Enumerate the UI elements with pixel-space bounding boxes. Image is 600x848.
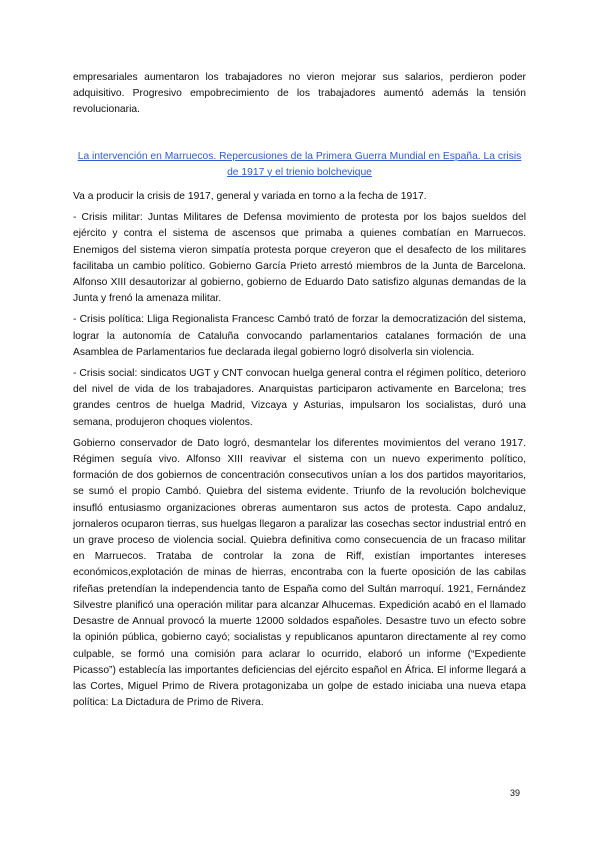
intro-paragraph: empresariales aumentaron los trabajadores no vieron mejorar sus salarios, perdieron poder adquisitivo. Progresivo empobrecimiento de los trabajadores aumentó además la tensión revolucionaria.: [73, 72, 526, 116]
document-page: [73, 70, 526, 716]
paragraph-gobierno-dato: Gobierno conservador de Dato logró, desmantelar los diferentes movimientos del verano 1917. Régimen seguía vivo. Alfonso XIII reavivar el sistema con un nuevo experimento político, formación de dos gobiernos de concentración consecutivos unían a los dos partidos mayoritarios, se sumó el propio Cambó. Quiebra del sistema evidente. Triunfo de la revolución bolchevique insufló entusiasmo organizaciones obreras aumentaron sus actos de protesta. Capo andaluz, jornaleros ocuparon tierras, sus huelgas llegaron a paralizar las cosechas sector industrial entró en un grave proceso de violencia social. Quiebra definitiva como consecuencia de un fracaso militar en Marruecos. Trataba de controlar la zona de Riff, existían importantes intereses económicos,explotación de minas de hierras, encontraba con la fuerte oposición de las cabilas rifeñas pretendían la independencia tanto de España como del Sultán marroquí. 1921, Fernández Silvestre planificó una operación militar para alcanzar Alhucemas. Expedición acabó en el llamado Desastre de Annual provocó la muerte 12000 soldados españoles. Desastre tuvo un efecto sobre la opinión pública, gobierno cayó; socialistas y republicanos apuntaron directamente al rey como culpable, se formó una comisión para aclarar lo ocurrido, elaboró un informe (“Expediente Picasso”) establecía las importantes deficiencias del ejército español en África. El informe llegará a las Cortes, Miguel Primo de Rivera protagonizaba un golpe de estado iniciaba una nueva etapa política: La Dictadura de Primo de Rivera.: [73, 437, 526, 709]
paragraph-crisis-social: - Crisis social: sindicatos UGT y CNT convocan huelga general contra el régimen político, deterioro del nivel de vida de los trabajadores. Anarquistas participaron activamente en Barcelona; tres grandes centros de huelga Madrid, Vizcaya y Asturias, impulsaron los socialistas, duró una semana, produjeron choques violentos.: [73, 368, 526, 428]
paragraph-crisis-politica: - Crisis política: Lliga Regionalista Francesc Cambó trató de forzar la democratización del sistema, lograr la autonomía de Cataluña convocando parlamentarios catalanes formación de una Asamblea de Parlamentarios fue declarada ilegal gobierno logró disolverla sin violencia.: [73, 314, 526, 358]
paragraph-intro-crisis: Va a producir la crisis de 1917, general y variada en torno a la fecha de 1917.: [73, 191, 427, 203]
section-heading-link[interactable]: La intervención en Marruecos. Repercusiones de la Primera Guerra Mundial en España. La crisis de 1917 y el trienio bolchevique: [77, 150, 522, 178]
page-number: 39: [510, 788, 521, 798]
paragraph-crisis-militar: - Crisis militar: Juntas Militares de Defensa movimiento de protesta por los bajos sueldos del ejército y contra el sistema de ascensos que primaba a quienes combatían en Marruecos. Enemigos del sistema vieron simpatía protesta porque creyeron que el desafecto de los militares facilitaba un cambio político. Gobierno García Prieto arrestó miembros de la Junta de Barcelona. Alfonso XIII desautorizar al gobierno, gobierno de Eduardo Dato satisfizo algunas demandas de la Junta y frenó la amenaza militar.: [73, 212, 526, 305]
